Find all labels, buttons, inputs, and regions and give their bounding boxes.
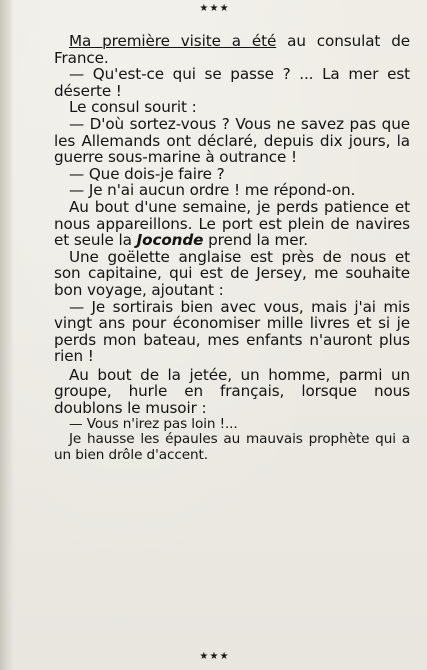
ship-name-italic: Joconde [136,231,204,250]
article-paragraph-p2 [54,66,410,99]
article-paragraph-p5 [54,166,410,183]
top-asterism-ornament [0,4,427,14]
article-column [54,33,410,463]
page-fold-shadow [0,0,14,670]
paragraph-text: — Que dois-je faire ? [69,164,225,183]
article-paragraph-p8 [54,249,410,299]
paragraph-text: — Je sortirais bien avec vous, mais j'ai mis vingt ans pour économiser mille livres et si je perds mon bateau, mes enfants n'auront plus rien ! [54,297,410,366]
article-paragraph-p9 [54,299,410,365]
paragraph-text: Je hausse les épaules au mauvais prophète qui a un bien drôle d'accent. [54,431,410,463]
article-paragraph-p4 [54,116,410,166]
paragraph-text: au consulat de France. [54,32,411,67]
paragraph-text: Une goëlette anglaise est près de nous et son capitaine, qui est de Jersey, me souhaite bon voyage, ajoutant : [54,247,410,299]
paragraph-text: Au bout d'une semaine, je perds patience et nous appareillons. Le port est plein de navires et seule la [54,197,410,250]
article-paragraph-p7 [54,199,410,249]
paragraph-text: — Qu'est-ce qui se passe ? ... La mer est déserte ! [54,65,410,100]
article-paragraph-p3 [54,99,410,116]
article-paragraph-p1 [54,33,410,66]
paragraph-text: Au bout de la jetée, un homme, parmi un groupe, hurle en français, lorsque nous doublons le musoir : [54,365,410,418]
bottom-asterism-text: ★ ★ ★ [199,651,228,662]
paragraph-text: — Je n'ai aucun ordre ! me répond-on. [69,181,356,200]
paragraph-text: — D'où sortez-vous ? Vous ne savez pas que les Allemands ont déclaré, depuis dix jours, la guerre sous-marine à outrance ! [54,114,410,167]
paragraph-text: Ma première visite a été [69,32,277,50]
article-paragraph-p10 [54,367,410,417]
article-paragraph-p11 [54,417,410,433]
paragraph-text: — Vous n'irez pas loin !... [69,415,238,432]
paragraph-text: Le consul sourit : [69,98,197,117]
top-asterism-text: ★ ★ ★ [199,3,228,14]
article-paragraph-p12 [54,432,410,463]
article-paragraph-p6 [54,182,410,199]
bottom-asterism-ornament [0,652,427,662]
paragraph-text: prend la mer. [203,231,308,250]
